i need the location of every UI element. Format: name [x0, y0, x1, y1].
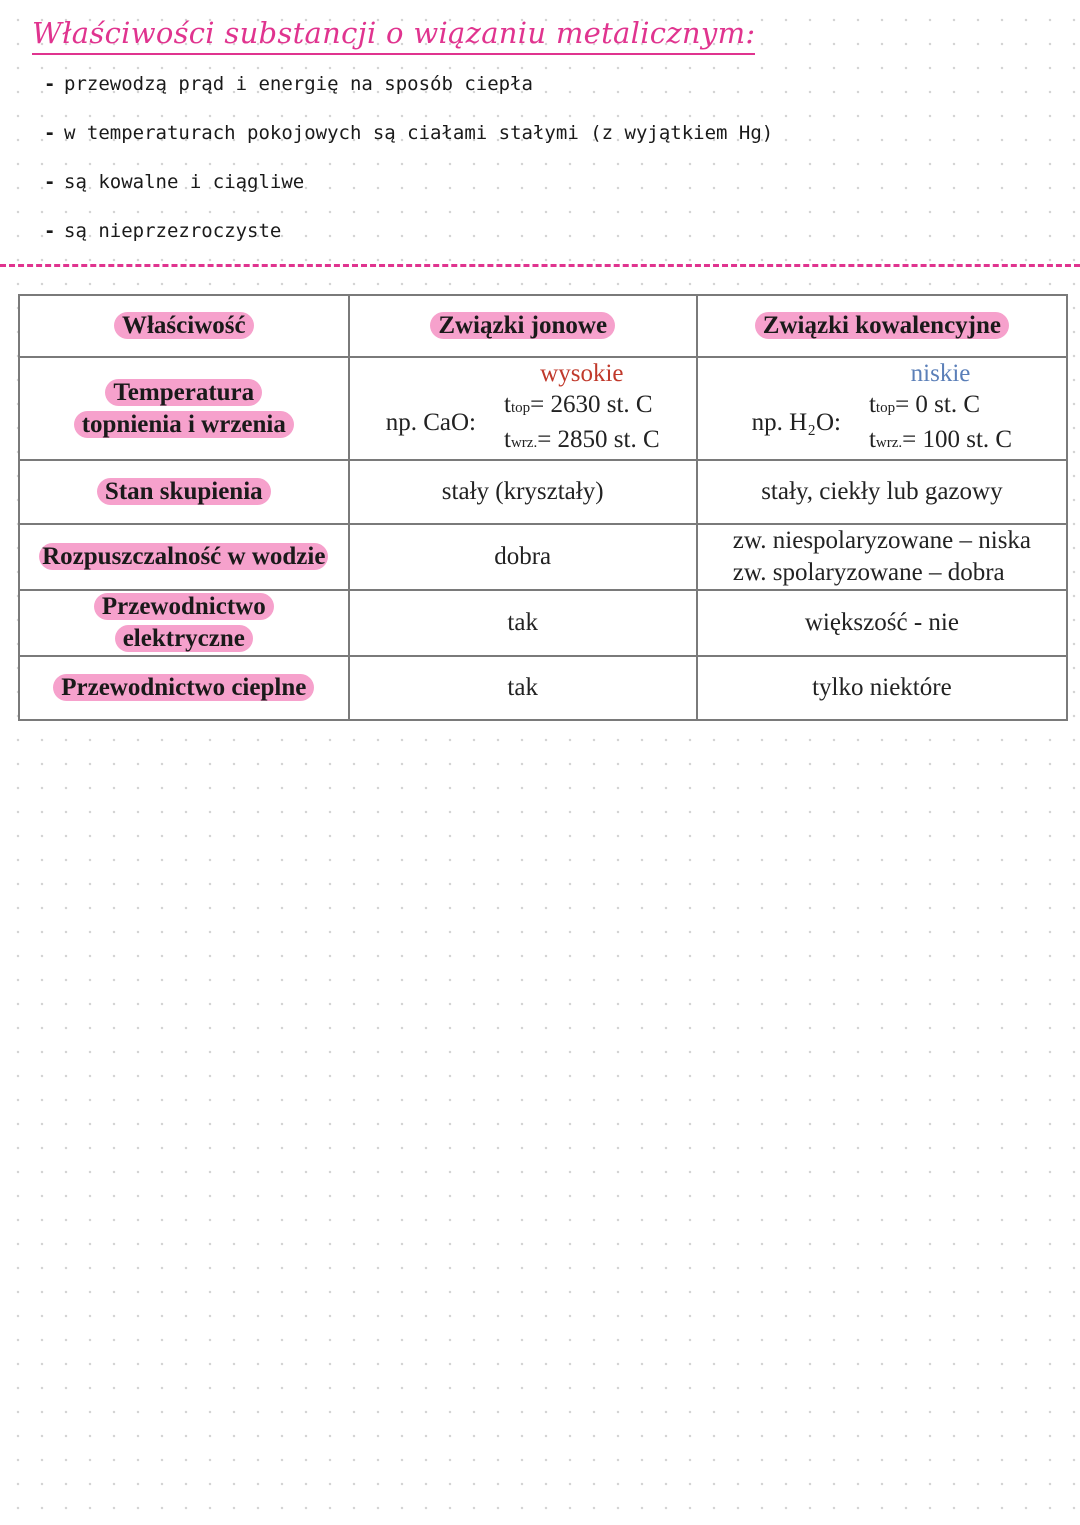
row-label-temperature: Temperatura topnienia i wrzenia: [74, 379, 294, 438]
table-row: [19, 460, 1067, 524]
row-label-solubility: Rozpuszczalność w wodzie: [39, 543, 328, 570]
header-covalent: Związki kowalencyjne: [755, 312, 1009, 339]
ionic-level: wysokie: [540, 360, 624, 387]
page-title: Właściwości substancji o wiązaniu metalicznym:: [32, 14, 755, 55]
table-row: [19, 357, 1067, 460]
list-item: - są nieprzezroczyste: [44, 220, 282, 242]
dashed-divider: [0, 264, 1080, 267]
ionic-temperature: np. CaO: wysokie ttop= 2630 st. C twrz.= 2850 st. C: [385, 360, 660, 453]
ionic-thermal: tak: [349, 656, 697, 720]
covalent-electric: większość - nie: [697, 590, 1067, 656]
row-label-electric: Przewodnictwo elektryczne: [94, 593, 274, 652]
header-property: Właściwość: [114, 312, 254, 339]
row-label-thermal: Przewodnictwo cieplne: [53, 674, 314, 701]
ionic-solubility: dobra: [349, 524, 697, 590]
covalent-thermal: tylko niektóre: [697, 656, 1067, 720]
row-label-state: Stan skupienia: [97, 478, 271, 505]
covalent-solubility: zw. niespolaryzowane – niska zw. spolaryzowane – dobra: [732, 527, 1032, 586]
list-item: - przewodzą prąd i energię na sposób ciepła: [44, 73, 533, 95]
covalent-state: stały, ciekły lub gazowy: [697, 460, 1067, 524]
ionic-electric: tak: [349, 590, 697, 656]
metallic-properties-list: [44, 68, 773, 264]
table-header-row: [19, 295, 1067, 357]
covalent-temperature: np. H₂O: niskie ttop= 0 st. C twrz.= 100 st. C: [751, 360, 1013, 453]
table-row: [19, 656, 1067, 720]
ionic-state: stały (kryształy): [349, 460, 697, 524]
list-item: - są kowalne i ciągliwe: [44, 171, 305, 193]
list-item: - w temperaturach pokojowych są ciałami stałymi (z wyjątkiem Hg): [44, 122, 774, 144]
comparison-table: [18, 294, 1068, 721]
covalent-level: niskie: [910, 360, 971, 387]
table-row: [19, 524, 1067, 590]
header-ionic: Związki jonowe: [430, 312, 615, 339]
table-row: [19, 590, 1067, 656]
